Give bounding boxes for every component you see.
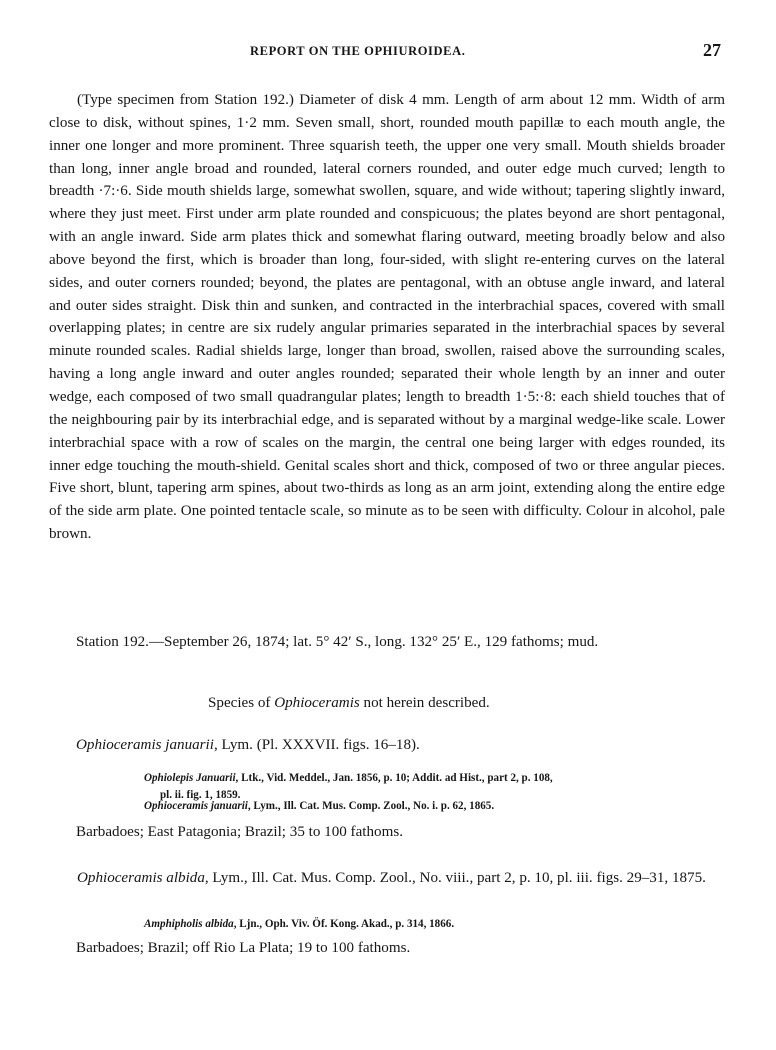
section-heading-prefix: Species of [208,695,275,711]
synonym-citation: , Lym., Ill. Cat. Mus. Comp. Zool., No. i. p. 62, 1865. [247,800,495,812]
synonym-name: Ophioceramis januarii [144,800,248,812]
synonym-citation: , Ltk., Vid. Meddel., Jan. 1856, p. 10; Addit. ad Hist., part 2, p. 108, [235,772,553,784]
synonym-entry [144,918,454,930]
species-range: Barbadoes; East Patagonia; Brazil; 35 to 100 fathoms. [76,824,403,840]
section-heading [208,695,490,712]
species-entry-januarii [76,737,420,754]
synonym-name: Ophiolepis Januarii [144,772,236,784]
species-entry-albida [49,867,725,890]
species-range: Barbadoes; Brazil; off Rio La Plata; 19 to 100 fathoms. [76,940,411,956]
synonym-entry [144,800,494,812]
species-name: Ophioceramis januarii [76,737,214,753]
synonym-entry [144,770,724,803]
species-citation: , Lym., Ill. Cat. Mus. Comp. Zool., No. viii., part 2, p. 10, pl. iii. figs. 29–31, 1875. [204,870,706,886]
section-heading-suffix: not herein described. [359,695,490,711]
station-line: Station 192.—September 26, 1874; lat. 5° 42′ S., long. 132° 25′ E., 129 fathoms; mud. [76,634,599,650]
species-citation: , Lym. (Pl. XXXVII. figs. 16–18). [213,737,420,753]
running-head: REPORT ON THE OPHIUROIDEA. [250,44,466,58]
species-description [49,89,725,546]
synonym-citation-continued: pl. ii. fig. 1, 1859. [160,788,241,801]
description-paragraph: (Type specimen from Station 192.) Diameter of disk 4 mm. Length of arm about 12 mm. Width of arm close to disk, without spines, 1·2 mm. Seven small, short, rounded mouth papillæ to each mouth angle, the inner one longer and more prominent. Three squarish teeth, the upper one very small. Mouth shields broader than long, inner angle broad and rounded, lateral corners rounded, and outer edge much curved; length to breadth ·7:·6. Side mouth shields large, somewhat swollen, square, and wide without; tapering slightly inward, where they just meet. First under arm plate rounded and conspicuous; the plates beyond are short pentagonal, with an angle inward. Side arm plates thick and somewhat flaring outward, meeting broadly below and also above beyond the first, which is broader than long, four-sided, with slight re-entering curves on the lateral sides, and outer corners rounded; beyond, the plates are pentagonal, with an obtuse angle inward, and lateral and outer sides straight. Disk thin and sunken, and contracted in the interbrachial spaces, covered with small overlapping plates; in centre are six rudely angular primaries separated in the interbrachial spaces by several minute rounded scales. Radial shields large, longer than broad, swollen, raised above the surrounding scales, having a long angle inward and outer angles rounded; separated their whole length by an inner and outer wedge, each composed of two small quadrangular plates; length to breadth 1·5:·8: each shield touches that of the neighbouring pair by its interbrachial edge, and is separated without by a marginal wedge-like scale. Lower interbrachial space with a row of scales on the margin, the central one being larger with edges rounded, its inner edge touching the mouth-shield. Genital scales short and thick, composed of two or three angular pieces. Five short, blunt, tapering arm spines, about two-thirds as long as an arm joint, extending along the entire edge of the side arm plate. One pointed tentacle scale, so minute as to be seen with difficulty. Colour in alcohol, pale brown. [49,92,725,543]
page-number: 27 [703,40,721,60]
species-name: Ophioceramis albida [77,870,205,886]
section-heading-genus: Ophioceramis [274,695,360,711]
synonym-citation: , Ljn., Oph. Viv. Öf. Kong. Akad., p. 314, 1866. [233,918,455,930]
synonym-name: Amphipholis albida [144,918,234,930]
